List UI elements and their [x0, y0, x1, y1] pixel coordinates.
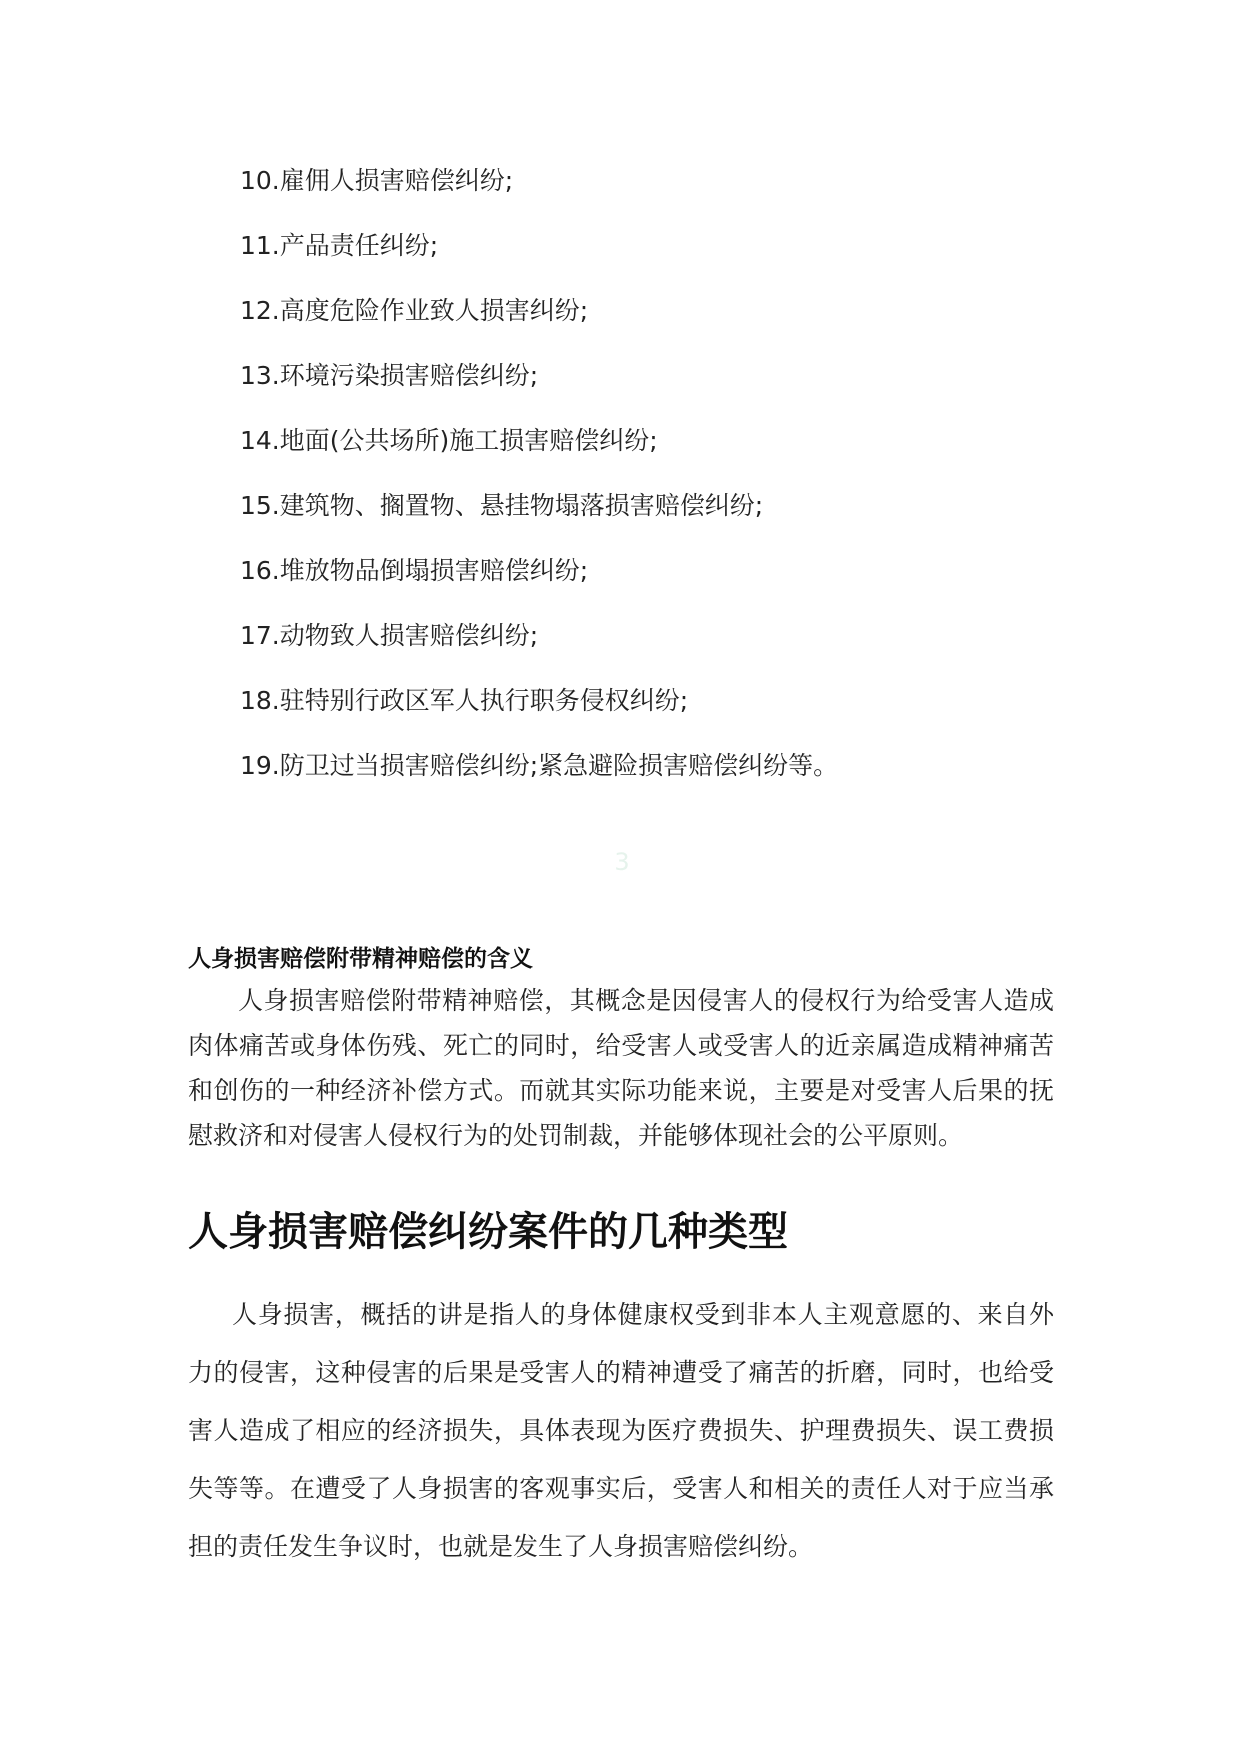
list-item: 14.地面(公共场所)施工损害赔偿纠纷; — [240, 426, 658, 455]
list-item: 10.雇佣人损害赔偿纠纷; — [240, 166, 514, 195]
section-heading-case-types: 人身损害赔偿纠纷案件的几种类型 — [188, 1209, 788, 1255]
list-item: 19.防卫过当损害赔偿纠纷;紧急避险损害赔偿纠纷等。 — [240, 751, 839, 780]
section-heading-mental-damages: 人身损害赔偿附带精神赔偿的含义 — [188, 946, 533, 972]
list-item: 18.驻特别行政区军人执行职务侵权纠纷; — [240, 686, 689, 715]
list-item: 11.产品责任纠纷; — [240, 231, 439, 260]
list-item: 16.堆放物品倒塌损害赔偿纠纷; — [240, 556, 589, 585]
page-number: 3 — [614, 848, 630, 876]
list-item: 17.动物致人损害赔偿纠纷; — [240, 621, 539, 650]
list-item: 13.环境污染损害赔偿纠纷; — [240, 361, 539, 390]
section-paragraph-mental-damages: 人身损害赔偿附带精神赔偿，其概念是因侵害人的侵权行为给受害人造成肉体痛苦或身体伤残、死亡的同时，给受害人或受害人的近亲属造成精神痛苦和创伤的一种经济补偿方式。而就其实际功能来说，主要是对受害人后果的抚慰救济和对侵害人侵权行为的处罚制裁，并能够体现社会的公平原则。 — [188, 986, 1054, 1150]
list-item: 12.高度危险作业致人损害纠纷; — [240, 296, 589, 325]
dispute-type-list — [240, 160, 1140, 810]
list-item: 15.建筑物、搁置物、悬挂物塌落损害赔偿纠纷; — [240, 491, 764, 520]
section-paragraph-case-types: 人身损害，概括的讲是指人的身体健康权受到非本人主观意愿的、来自外力的侵害，这种侵害的后果是受害人的精神遭受了痛苦的折磨，同时，也给受害人造成了相应的经济损失，具体表现为医疗费损失、护理费损失、误工费损失等等。在遭受了人身损害的客观事实后，受害人和相关的责任人对于应当承担的责任发生争议时，也就是发生了人身损害赔偿纠纷。 — [188, 1300, 1054, 1561]
